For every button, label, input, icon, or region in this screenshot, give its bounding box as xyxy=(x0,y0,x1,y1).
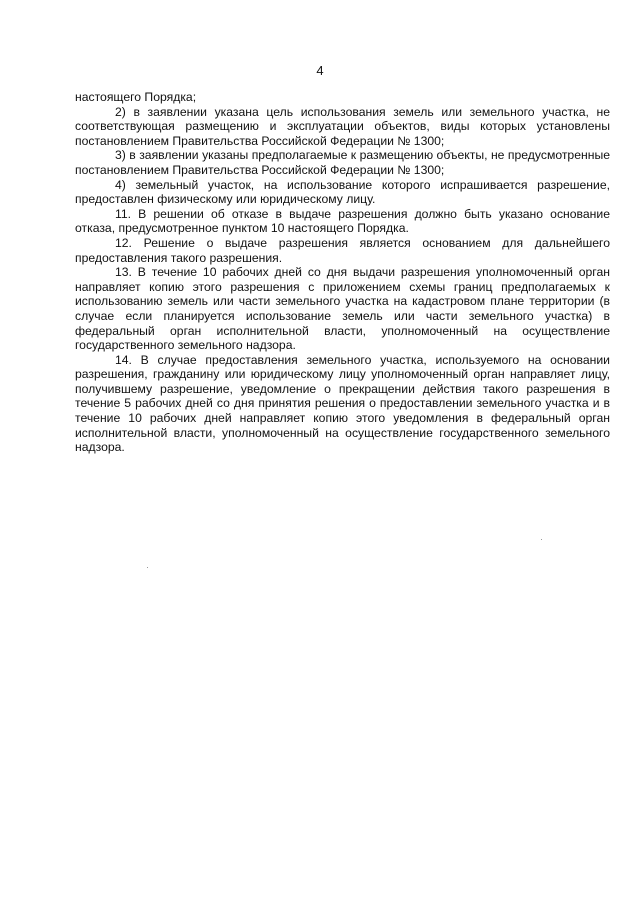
paragraph-13: 13. В течение 10 рабочих дней со дня выдачи разрешения уполномоченный орган направляет копию этого разрешения с приложением схемы границ предполагаемых к использованию земель или части земельного участка на кадастровом плане территории (в случае если планируется использование земель или части земельного участка) в федеральный орган исполнительной власти, уполномоченный на осуществление государственного земельного надзора. xyxy=(75,265,610,353)
paragraph-14: 14. В случае предоставления земельного участка, используемого на основании разрешения, гражданину или юридическому лицу уполномоченный орган направляет лицу, получившему разрешение, уведомление о прекращении действия такого разрешения в течение 5 рабочих дней со дня принятия решения о предоставлении земельного участка и в течение 10 рабочих дней направляет копию этого уведомления в федеральный орган исполнительной власти, уполномоченный на осуществление государственного земельного надзора. xyxy=(75,352,610,455)
document-body xyxy=(75,90,610,455)
paragraph-item-4: 4) земельный участок, на использование которого испрашивается разрешение, предоставлен физическому или юридическому лицу. xyxy=(75,177,610,207)
paragraph-12: 12. Решение о выдаче разрешения является основанием для дальнейшего предоставления такого разрешения. xyxy=(75,235,610,265)
paragraph-continuation: настоящего Порядка; xyxy=(75,90,197,104)
scan-speck xyxy=(147,567,148,568)
paragraph-item-3: 3) в заявлении указаны предполагаемые к размещению объекты, не предусмотренные постановлением Правительства Российской Федерации № 1300; xyxy=(75,148,610,177)
page-number: 4 xyxy=(316,63,324,78)
paragraph-item-2: 2) в заявлении указана цель использования земель или земельного участка, не соответствующая размещению и эксплуатации объектов, виды которых установлены постановлением Правительства Российской Федерации № 1300; xyxy=(75,104,610,148)
scan-speck xyxy=(541,539,542,540)
paragraph-11: 11. В решении об отказе в выдаче разрешения должно быть указано основание отказа, предусмотренное пунктом 10 настоящего Порядка. xyxy=(75,206,610,236)
